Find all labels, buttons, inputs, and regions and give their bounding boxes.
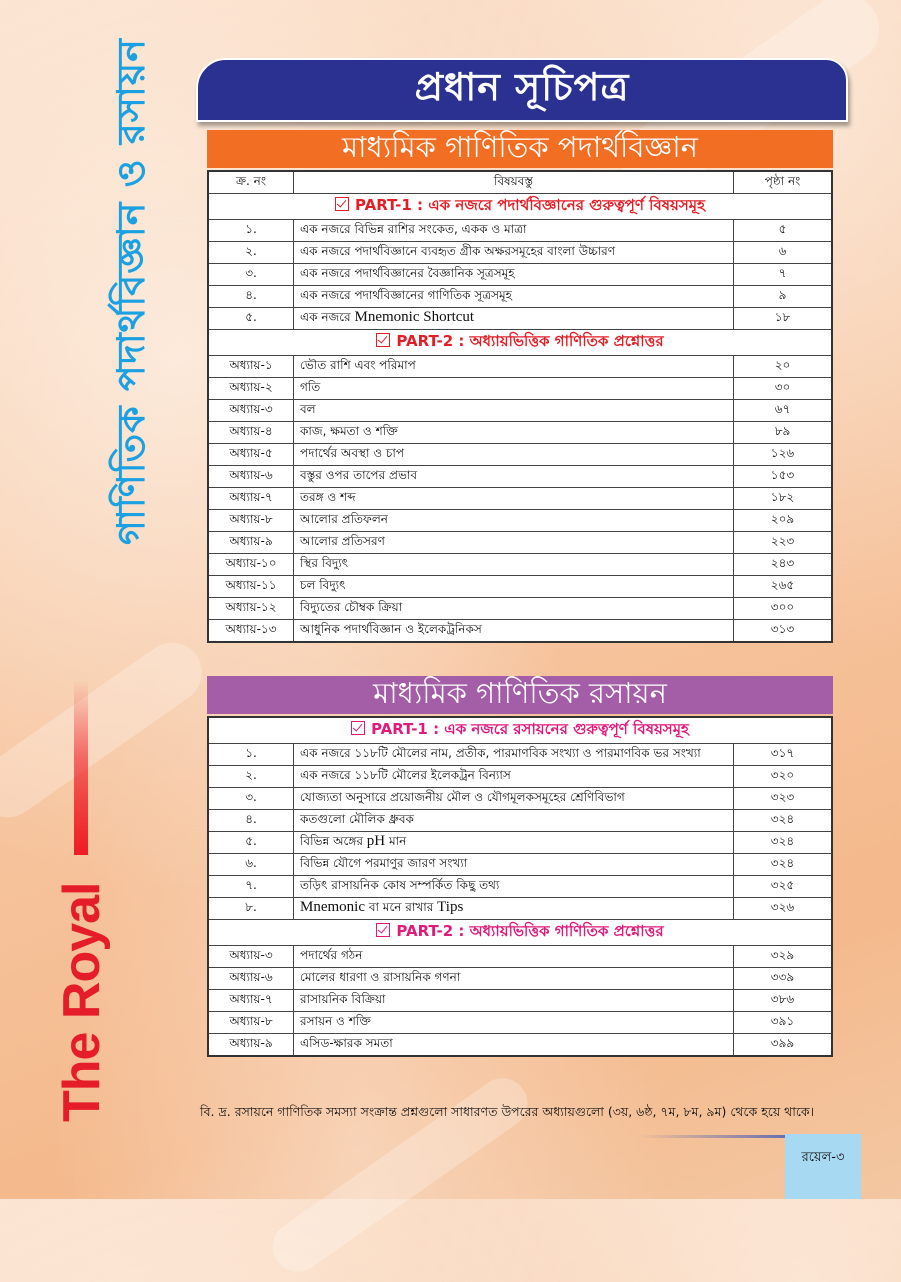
column-header-page: পৃষ্ঠা নং	[734, 171, 833, 194]
row-chapter: অধ্যায়-২	[208, 378, 294, 400]
checkbox-icon	[376, 923, 390, 937]
row-chapter: অধ্যায়-১১	[208, 576, 294, 598]
table-row[interactable]	[208, 810, 832, 832]
table-row[interactable]	[208, 220, 832, 242]
row-topic: এক নজরে বিভিন্ন রাশির সংকেত, একক ও মাত্রা	[294, 220, 734, 242]
checkbox-icon	[335, 197, 349, 211]
row-page: ৩০০	[734, 598, 833, 620]
row-page: ২৪৩	[734, 554, 833, 576]
row-chapter: অধ্যায়-৩	[208, 400, 294, 422]
row-serial: ১.	[208, 220, 294, 242]
table-row[interactable]	[208, 356, 832, 378]
chemistry-part1-row	[208, 717, 832, 744]
chemistry-section-heading: মাধ্যমিক গাণিতিক রসায়ন	[207, 676, 833, 714]
row-serial: ৪.	[208, 810, 294, 832]
row-topic: পদার্থের অবস্থা ও চাপ	[294, 444, 734, 466]
row-topic: কাজ, ক্ষমতা ও শক্তি	[294, 422, 734, 444]
row-page: ৩২০	[734, 766, 833, 788]
row-serial: ৭.	[208, 876, 294, 898]
brand-logo: The Royal	[53, 882, 111, 1122]
row-topic: মোলের ধারণা ও রাসায়নিক গণনা	[294, 968, 734, 990]
footer-divider	[640, 1135, 785, 1138]
row-chapter: অধ্যায়-৯	[208, 1034, 294, 1057]
row-topic: বিভিন্ন যৌগে পরমাণুর জারণ সংখ্যা	[294, 854, 734, 876]
row-page: ২০	[734, 356, 833, 378]
row-topic: আলোর প্রতিফলন	[294, 510, 734, 532]
background-streak	[0, 631, 214, 829]
table-row[interactable]	[208, 990, 832, 1012]
table-row[interactable]	[208, 1012, 832, 1034]
row-page: ৮৯	[734, 422, 833, 444]
table-row[interactable]	[208, 510, 832, 532]
table-row[interactable]	[208, 620, 832, 643]
row-chapter: অধ্যায়-৮	[208, 510, 294, 532]
row-page: ৬	[734, 242, 833, 264]
page-number: রয়েল-৩	[801, 1150, 845, 1165]
physics-section-heading: মাধ্যমিক গাণিতিক পদার্থবিজ্ঞান	[207, 130, 833, 168]
row-serial: ৫.	[208, 832, 294, 854]
table-row[interactable]	[208, 854, 832, 876]
chemistry-toc-table	[207, 716, 833, 1057]
row-chapter: অধ্যায়-৪	[208, 422, 294, 444]
row-topic: এক নজরে পদার্থবিজ্ঞানের বৈজ্ঞানিক সূত্রসমূহ	[294, 264, 734, 286]
row-chapter: অধ্যায়-৫	[208, 444, 294, 466]
row-page: ৩২৯	[734, 946, 833, 968]
row-topic: স্থির বিদ্যুৎ	[294, 554, 734, 576]
row-topic: কতগুলো মৌলিক ধ্রুবক	[294, 810, 734, 832]
checkbox-icon	[376, 333, 390, 347]
page-title: প্রধান সূচিপত্র	[414, 65, 630, 109]
column-header-serial: ক্র. নং	[208, 171, 294, 194]
row-topic: গতি	[294, 378, 734, 400]
row-topic: চল বিদ্যুৎ	[294, 576, 734, 598]
table-row[interactable]	[208, 576, 832, 598]
row-page: ২০৯	[734, 510, 833, 532]
row-topic: তড়িৎ রাসায়নিক কোষ সম্পর্কিত কিছু তথ্য	[294, 876, 734, 898]
table-row[interactable]	[208, 598, 832, 620]
row-page: ৯	[734, 286, 833, 308]
chemistry-part2-row	[208, 920, 832, 946]
row-chapter: অধ্যায়-৩	[208, 946, 294, 968]
row-serial: ৩.	[208, 788, 294, 810]
row-topic: আলোর প্রতিসরণ	[294, 532, 734, 554]
row-chapter: অধ্যায়-১২	[208, 598, 294, 620]
table-row[interactable]	[208, 832, 832, 854]
row-page: ২৬৫	[734, 576, 833, 598]
table-row[interactable]	[208, 242, 832, 264]
row-topic: বস্তুর ওপর তাপের প্রভাব	[294, 466, 734, 488]
row-topic: এক নজরে পদার্থবিজ্ঞানের গাণিতিক সূত্রসমূহ	[294, 286, 734, 308]
table-row[interactable]	[208, 946, 832, 968]
table-row[interactable]	[208, 264, 832, 286]
row-topic: এক নজরে পদার্থবিজ্ঞানে ব্যবহৃত গ্রীক অক্ষরসমূহের বাংলা উচ্চারণ	[294, 242, 734, 264]
row-page: ৬৭	[734, 400, 833, 422]
row-page: ১৮২	[734, 488, 833, 510]
row-topic: পদার্থের গঠন	[294, 946, 734, 968]
row-chapter: অধ্যায়-১০	[208, 554, 294, 576]
part-label: PART-2 : অধ্যায়ভিত্তিক গাণিতিক প্রশ্নোত্তর	[396, 922, 664, 940]
row-topic: ভৌত রাশি এবং পরিমাপ	[294, 356, 734, 378]
table-row[interactable]	[208, 444, 832, 466]
row-chapter: অধ্যায়-৭	[208, 488, 294, 510]
background-streak	[263, 1068, 537, 1281]
table-header-row	[208, 171, 832, 194]
part-label: PART-2 : অধ্যায়ভিত্তিক গাণিতিক প্রশ্নোত্তর	[396, 332, 664, 350]
table-row[interactable]	[208, 286, 832, 308]
row-page: ২২৩	[734, 532, 833, 554]
row-page: ৩৯৯	[734, 1034, 833, 1057]
row-serial: ১.	[208, 744, 294, 766]
row-topic: এসিড-ক্ষারক সমতা	[294, 1034, 734, 1057]
row-page: ৭	[734, 264, 833, 286]
row-topic: বল	[294, 400, 734, 422]
row-topic: এক নজরে ১১৮টি মৌলের নাম, প্রতীক, পারমাণবিক সংখ্যা ও পারমাণবিক ভর সংখ্যা	[294, 744, 734, 766]
row-chapter: অধ্যায়-১	[208, 356, 294, 378]
physics-part1-row	[208, 194, 832, 220]
row-page: ৩৩৯	[734, 968, 833, 990]
part-label: PART-1 : এক নজরে রসায়নের গুরুত্বপূর্ণ বিষয়সমূহ	[371, 720, 689, 738]
row-topic: রাসায়নিক বিক্রিয়া	[294, 990, 734, 1012]
row-topic: তরঙ্গ ও শব্দ	[294, 488, 734, 510]
table-row[interactable]	[208, 466, 832, 488]
table-row[interactable]	[208, 968, 832, 990]
row-chapter: অধ্যায়-৯	[208, 532, 294, 554]
table-row[interactable]	[208, 788, 832, 810]
table-row[interactable]	[208, 488, 832, 510]
footnote: বি. দ্র. রসায়নে গাণিতিক সমস্যা সংক্রান্ত প্রশ্নগুলো সাধারণত উপরের অধ্যায়গুলো (৩য়, ৬ষ্ঠ, ৭ম, ৮ম, ৯ম) থেকে হয়ে থাকে।	[200, 1104, 815, 1119]
table-row[interactable]	[208, 898, 832, 920]
checkbox-icon	[351, 721, 365, 735]
row-page: ৩২৫	[734, 876, 833, 898]
table-row[interactable]	[208, 422, 832, 444]
side-title: গাণিতিক পদার্থবিজ্ঞান ও রসায়ন	[109, 38, 153, 545]
row-page: ৩৯১	[734, 1012, 833, 1034]
row-serial: ৫.	[208, 308, 294, 330]
row-page: ১৫৩	[734, 466, 833, 488]
row-chapter: অধ্যায়-৭	[208, 990, 294, 1012]
row-serial: ২.	[208, 242, 294, 264]
row-page: ৩১৭	[734, 744, 833, 766]
row-page: ৫	[734, 220, 833, 242]
table-row[interactable]	[208, 554, 832, 576]
row-page: ৩২৪	[734, 810, 833, 832]
row-topic: আধুনিক পদার্থবিজ্ঞান ও ইলেকট্রনিকস	[294, 620, 734, 643]
row-serial: ৩.	[208, 264, 294, 286]
table-row[interactable]	[208, 876, 832, 898]
row-topic: এক নজরে Mnemonic Shortcut	[294, 308, 734, 330]
row-chapter: অধ্যায়-১৩	[208, 620, 294, 643]
table-row[interactable]	[208, 766, 832, 788]
table-row[interactable]	[208, 532, 832, 554]
row-page: ১২৬	[734, 444, 833, 466]
row-page: ৩২৩	[734, 788, 833, 810]
row-serial: ৪.	[208, 286, 294, 308]
row-topic: বিদ্যুতের চৌম্বক ক্রিয়া	[294, 598, 734, 620]
row-chapter: অধ্যায়-৮	[208, 1012, 294, 1034]
row-chapter: অধ্যায়-৬	[208, 466, 294, 488]
row-page: ১৮	[734, 308, 833, 330]
row-page: ৩১৩	[734, 620, 833, 643]
table-row[interactable]	[208, 744, 832, 766]
row-topic: Mnemonic বা মনে রাখার Tips	[294, 898, 734, 920]
row-page: ৩২৬	[734, 898, 833, 920]
part-label: PART-1 : এক নজরে পদার্থবিজ্ঞানের গুরুত্বপূর্ণ বিষয়সমূহ	[355, 196, 705, 214]
row-topic: রসায়ন ও শক্তি	[294, 1012, 734, 1034]
table-row[interactable]	[208, 308, 832, 330]
row-topic: বিভিন্ন অঙ্গের pH মান	[294, 832, 734, 854]
row-page: ৩৮৬	[734, 990, 833, 1012]
row-serial: ২.	[208, 766, 294, 788]
brand-accent-bar	[74, 680, 88, 855]
row-chapter: অধ্যায়-৬	[208, 968, 294, 990]
column-header-topic: বিষয়বস্তু	[294, 171, 734, 194]
table-row[interactable]	[208, 400, 832, 422]
row-serial: ৮.	[208, 898, 294, 920]
row-serial: ৬.	[208, 854, 294, 876]
page-title-banner	[196, 58, 848, 122]
physics-toc-table	[207, 170, 833, 643]
row-page: ৩০	[734, 378, 833, 400]
page-number-tab	[785, 1134, 861, 1199]
row-page: ৩২৪	[734, 854, 833, 876]
row-topic: এক নজরে ১১৮টি মৌলের ইলেকট্রন বিন্যাস	[294, 766, 734, 788]
table-row[interactable]	[208, 1034, 832, 1057]
physics-part2-row	[208, 330, 832, 356]
row-topic: যোজ্যতা অনুসারে প্রয়োজনীয় মৌল ও যৌগমূলকসমূহের শ্রেণিবিভাগ	[294, 788, 734, 810]
row-page: ৩২৪	[734, 832, 833, 854]
table-row[interactable]	[208, 378, 832, 400]
